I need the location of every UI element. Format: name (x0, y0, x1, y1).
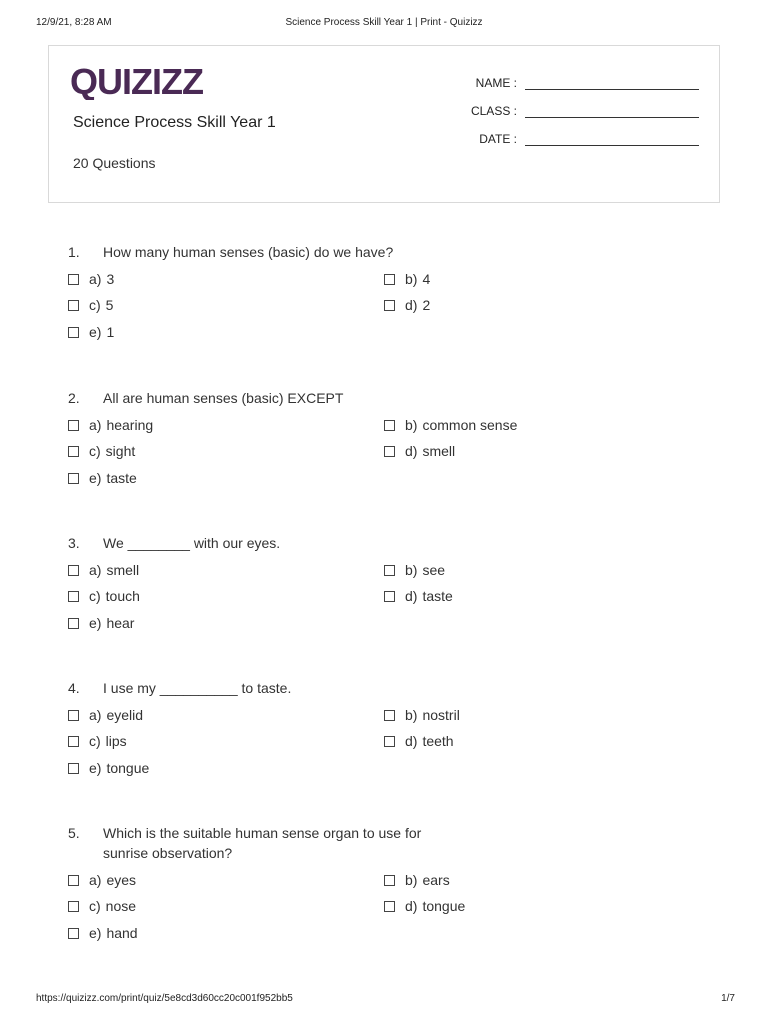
option-text: 4 (422, 271, 431, 287)
checkbox-icon[interactable] (384, 710, 395, 721)
option-a[interactable] (68, 416, 153, 434)
option-b[interactable] (384, 706, 460, 724)
option-letter: b) (405, 707, 418, 723)
quizizz-logo (70, 64, 205, 105)
option-a[interactable] (68, 561, 139, 579)
date-label: DATE : (479, 132, 517, 146)
option-letter: b) (405, 872, 418, 888)
option-e[interactable] (68, 759, 149, 777)
checkbox-icon[interactable] (384, 875, 395, 886)
question-prompt: We ________ with our eyes. (103, 535, 281, 551)
option-text: smell (422, 443, 456, 459)
checkbox-icon[interactable] (384, 300, 395, 311)
checkbox-icon[interactable] (68, 710, 79, 721)
option-a[interactable] (68, 706, 143, 724)
option-text: see (422, 562, 446, 578)
option-letter: b) (405, 562, 418, 578)
option-letter: a) (89, 417, 102, 433)
checkbox-icon[interactable] (68, 901, 79, 912)
option-text: touch (105, 588, 140, 604)
option-letter: c) (89, 733, 101, 749)
option-letter: c) (89, 297, 101, 313)
option-text: hearing (106, 417, 154, 433)
option-text: tongue (422, 898, 466, 914)
option-letter: a) (89, 562, 102, 578)
class-label: CLASS : (470, 104, 517, 118)
option-d[interactable] (384, 442, 455, 460)
option-e[interactable] (68, 469, 137, 487)
option-letter: a) (89, 271, 102, 287)
page-number: 1/7 (721, 993, 735, 1004)
option-letter: c) (89, 588, 101, 604)
option-text: 1 (106, 324, 115, 340)
answer-options (68, 706, 708, 786)
option-e[interactable] (68, 924, 138, 942)
option-letter: e) (89, 760, 102, 776)
option-letter: d) (405, 588, 418, 604)
option-text: smell (106, 562, 140, 578)
quizizz-logo-text: QUIZIZZ (70, 64, 203, 100)
quiz-title: Science Process Skill Year 1 (73, 114, 276, 131)
question-number: 5. (68, 825, 80, 841)
option-text: taste (422, 588, 453, 604)
option-text: eyelid (106, 707, 144, 723)
question-prompt: I use my __________ to taste. (103, 680, 292, 696)
question-5 (68, 823, 708, 951)
print-footer (0, 993, 768, 1007)
question-1 (68, 242, 708, 350)
option-a[interactable] (68, 270, 114, 288)
option-e[interactable] (68, 614, 134, 632)
date-field[interactable] (457, 132, 699, 146)
checkbox-icon[interactable] (68, 327, 79, 338)
checkbox-icon[interactable] (68, 300, 79, 311)
option-text: tongue (106, 760, 150, 776)
checkbox-icon[interactable] (68, 420, 79, 431)
option-text: hand (106, 925, 138, 941)
question-2 (68, 388, 708, 496)
question-4 (68, 678, 708, 786)
checkbox-icon[interactable] (384, 420, 395, 431)
answer-options (68, 561, 708, 641)
option-text: taste (106, 470, 137, 486)
print-page-title: Science Process Skill Year 1 | Print - Quizizz (285, 17, 483, 28)
checkbox-icon[interactable] (68, 446, 79, 457)
checkbox-icon[interactable] (68, 274, 79, 285)
option-text: sight (105, 443, 136, 459)
name-label: NAME : (475, 76, 517, 90)
option-letter: c) (89, 898, 101, 914)
option-c[interactable] (68, 296, 113, 314)
option-text: nose (105, 898, 137, 914)
question-text (68, 678, 708, 698)
question-number: 2. (68, 390, 80, 406)
name-field[interactable] (457, 76, 699, 90)
option-text: teeth (422, 733, 454, 749)
option-c[interactable] (68, 442, 135, 460)
print-datetime: 12/9/21, 8:28 AM (36, 17, 112, 28)
checkbox-icon[interactable] (68, 591, 79, 602)
question-number: 3. (68, 535, 80, 551)
option-letter: a) (89, 872, 102, 888)
option-b[interactable] (384, 416, 517, 434)
question-prompt: All are human senses (basic) EXCEPT (103, 390, 344, 406)
option-d[interactable] (384, 897, 465, 915)
option-text: ears (422, 872, 450, 888)
option-letter: d) (405, 443, 418, 459)
option-text: common sense (422, 417, 518, 433)
option-letter: e) (89, 615, 102, 631)
option-e[interactable] (68, 323, 114, 341)
option-letter: e) (89, 470, 102, 486)
quiz-header-card (48, 45, 720, 203)
option-letter: e) (89, 925, 102, 941)
class-line[interactable] (525, 105, 699, 118)
checkbox-icon[interactable] (68, 763, 79, 774)
option-text: nostril (422, 707, 460, 723)
option-letter: c) (89, 443, 101, 459)
option-text: 5 (105, 297, 114, 313)
option-text: 2 (422, 297, 431, 313)
option-d[interactable] (384, 732, 454, 750)
option-text: eyes (106, 872, 137, 888)
question-text (68, 388, 708, 408)
checkbox-icon[interactable] (68, 928, 79, 939)
question-text (68, 533, 708, 553)
option-c[interactable] (68, 587, 140, 605)
print-url[interactable]: https://quizizz.com/print/quiz/5e8cd3d60cc20c001f952bb5 (36, 993, 293, 1004)
option-letter: d) (405, 733, 418, 749)
question-text (68, 242, 708, 262)
checkbox-icon[interactable] (384, 565, 395, 576)
option-text: hear (106, 615, 135, 631)
question-prompt: How many human senses (basic) do we have? (103, 244, 394, 260)
answer-options (68, 871, 708, 951)
question-number: 1. (68, 244, 80, 260)
option-d[interactable] (384, 296, 430, 314)
date-line[interactable] (525, 133, 699, 146)
class-field[interactable] (457, 104, 699, 118)
option-text: lips (105, 733, 127, 749)
option-d[interactable] (384, 587, 453, 605)
answer-options (68, 270, 708, 350)
option-b[interactable] (384, 871, 450, 889)
option-letter: b) (405, 271, 418, 287)
answer-options (68, 416, 708, 496)
option-letter: d) (405, 297, 418, 313)
checkbox-icon[interactable] (68, 736, 79, 747)
option-letter: d) (405, 898, 418, 914)
checkbox-icon[interactable] (384, 274, 395, 285)
question-text (68, 823, 463, 863)
quizizz-logo-graphic (70, 64, 205, 100)
option-letter: a) (89, 707, 102, 723)
checkbox-icon[interactable] (384, 446, 395, 457)
checkbox-icon[interactable] (68, 565, 79, 576)
option-b[interactable] (384, 270, 430, 288)
option-text: 3 (106, 271, 115, 287)
checkbox-icon[interactable] (68, 473, 79, 484)
question-prompt: Which is the suitable human sense organ to use for sunrise observation? (103, 825, 422, 861)
checkbox-icon[interactable] (384, 736, 395, 747)
checkbox-icon[interactable] (384, 591, 395, 602)
option-a[interactable] (68, 871, 136, 889)
option-letter: b) (405, 417, 418, 433)
checkbox-icon[interactable] (68, 875, 79, 886)
name-line[interactable] (525, 77, 699, 90)
option-letter: e) (89, 324, 102, 340)
question-count: 20 Questions (73, 155, 156, 171)
checkbox-icon[interactable] (384, 901, 395, 912)
question-3 (68, 533, 708, 641)
print-header (0, 17, 768, 31)
option-c[interactable] (68, 897, 136, 915)
option-b[interactable] (384, 561, 445, 579)
checkbox-icon[interactable] (68, 618, 79, 629)
question-number: 4. (68, 680, 80, 696)
option-c[interactable] (68, 732, 127, 750)
